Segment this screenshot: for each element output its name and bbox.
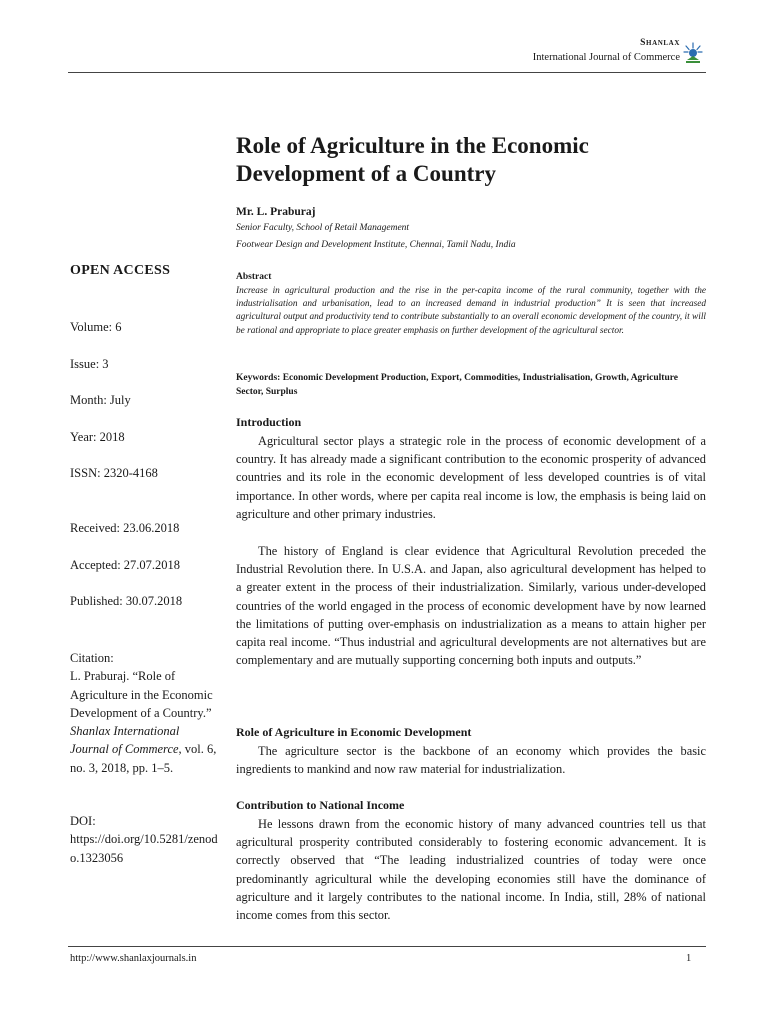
contribution-paragraph: He lessons drawn from the economic history of many advanced countries tell us that agricultural prosperity contributed considerably to fostering economic advancement. It is correctly observed that “The leading industrialized countries of today were once predominantly agricultural while the developing economies still have the dominance of agriculture and it largely contributes to the national income. In India, still, 28% of national income comes from this sector.: [236, 817, 706, 923]
year-info: Year: 2018: [70, 430, 125, 444]
introduction-paragraph-2: The history of England is clear evidence that Agricultural Revolution preceded the Industrial Revolution there. In U.S.A. and Japan, also agricultural development has helped to a greater extent in the process of their industrialization. Similarly, various under-developed countries of the world engaged in the process of economic development have by now learned the limitations of putting over-emphasis on industrialization as a means to attain higher per capita real income. “Thus industrial and agricultural developments are not alternatives but are complementary and are mutually supporting concerning both inputs and outputs.”: [236, 544, 706, 668]
citation-block: [70, 649, 220, 777]
issn-info: ISSN: 2320-4168: [70, 466, 158, 480]
contribution-heading: Contribution to National Income: [236, 798, 405, 812]
citation-journal: Shanlax International Journal of Commerce: [70, 724, 180, 757]
introduction-paragraph-1: Agricultural sector plays a strategic role in the process of economic development of a country. It has already made a significant contribution to the economic prosperity of advanced countries and its role in the economic development of less developed countries is of vital importance. In other words, where per capita real income is low, the emphasis is being laid on agriculture and other primary industries.: [236, 434, 706, 521]
citation-text: [70, 667, 220, 777]
header-rule: [68, 72, 706, 73]
doi-link[interactable]: https://doi.org/10.5281/zenodo.1323056: [70, 832, 218, 865]
introduction-heading: Introduction: [236, 415, 302, 429]
publisher-brand: Shanlax: [640, 38, 680, 48]
keywords: Keywords: Economic Development Production, Export, Commodities, Industrialisation, Growth, Agriculture Sector, Surplus: [236, 373, 679, 397]
role-heading: Role of Agriculture in Economic Development: [236, 725, 472, 739]
citation-label: Citation:: [70, 651, 114, 665]
author-affiliation-2: Footwear Design and Development Institute, Chennai, Tamil Nadu, India: [236, 240, 516, 250]
doi-block: [70, 812, 220, 867]
author-name: Mr. L. Praburaj: [236, 206, 316, 218]
abstract-text: Increase in agricultural production and the rise in the per-capita income of the rural community, together with the industrialisation and urbanisation, lead to an increased demand in industrial production” It is seen that increased agricultural output and productivity tend to contribute substantially to an overall economic development of the country, it will be rational and appropriate to place greater emphasis on further development of the agricultural sector.: [236, 286, 706, 336]
citation-text-start: L. Praburaj. “Role of Agriculture in the Economic Development of a Country.”: [70, 669, 213, 720]
month-info: Month: July: [70, 393, 131, 407]
citation-text-end: , vol. 6, no. 3, 2018, pp. 1–5.: [70, 742, 217, 775]
abstract-heading: Abstract: [236, 272, 272, 282]
doi-label: DOI:: [70, 814, 96, 828]
footer-url[interactable]: http://www.shanlaxjournals.in: [70, 953, 197, 964]
footer-rule: [68, 946, 706, 947]
article-title: Role of Agriculture in the Economic Development of a Country: [236, 133, 589, 186]
page-number: 1: [686, 953, 692, 964]
published-date: Published: 30.07.2018: [70, 594, 183, 608]
issue-info: Issue: 3: [70, 357, 109, 371]
author-affiliation-1: Senior Faculty, School of Retail Management: [236, 223, 410, 233]
open-access-label: OPEN ACCESS: [70, 263, 171, 278]
accepted-date: Accepted: 27.07.2018: [70, 558, 181, 572]
journal-name: International Journal of Commerce: [532, 52, 680, 63]
shanlax-logo-icon: [681, 40, 705, 66]
role-paragraph: The agriculture sector is the backbone of an economy which provides the basic ingredients to mankind and now raw material for industrialization.: [236, 744, 706, 777]
volume-info: Volume: 6: [70, 320, 122, 334]
received-date: Received: 23.06.2018: [70, 521, 180, 535]
